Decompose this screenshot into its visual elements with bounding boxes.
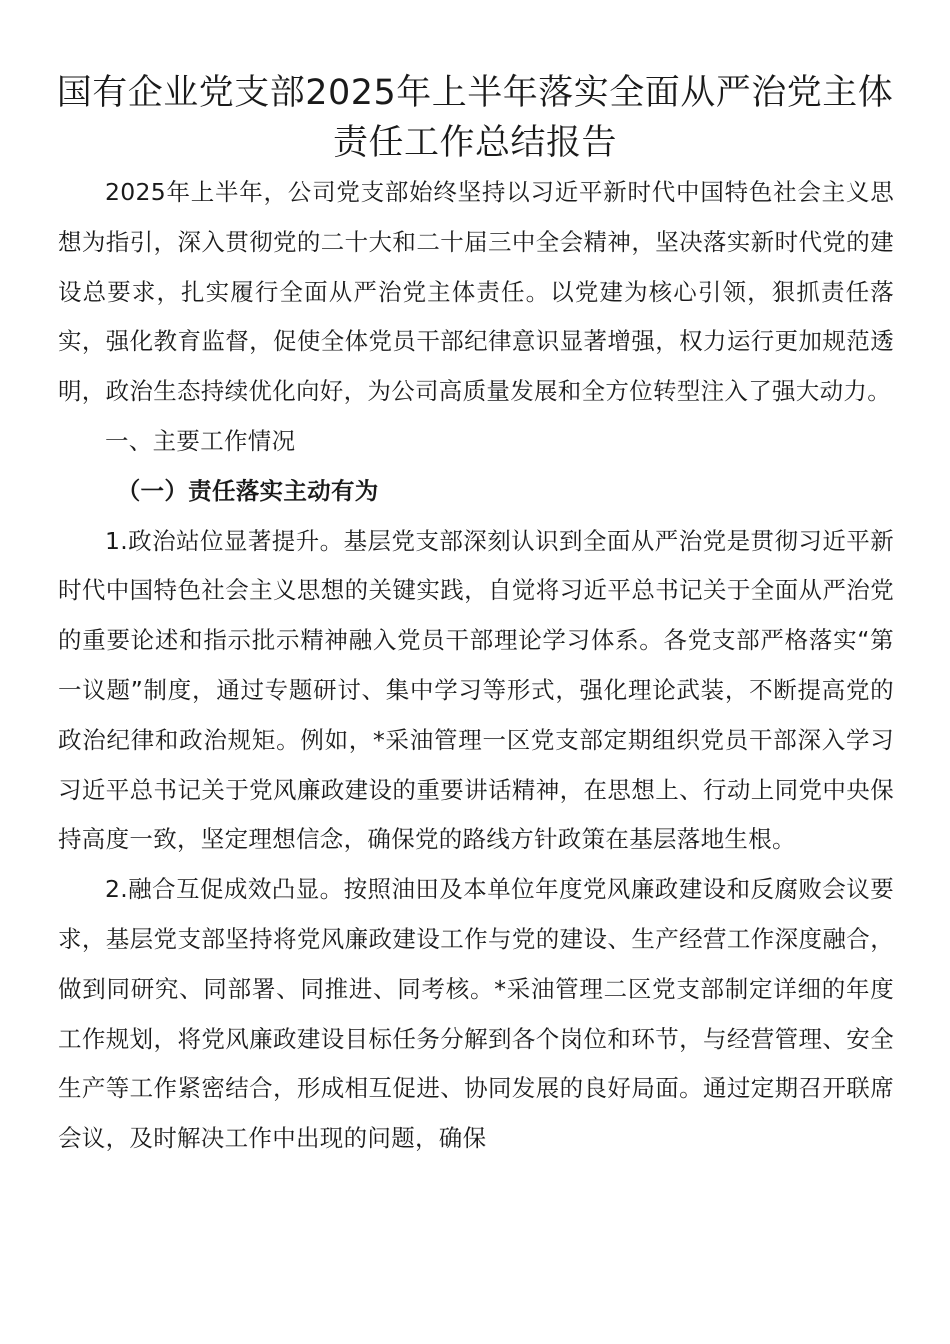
intro-paragraph: 2025年上半年，公司党支部始终坚持以习近平新时代中国特色社会主义思想为指引，深入贯彻党的二十大和二十届三中全会精神，坚决落实新时代党的建设总要求，扎实履行全面从严治党主体责任。以党建为核心引领，狠抓责任落实，强化教育监督，促使全体党员干部纪律意识显著增强，权力运行更加规范透明，政治生态持续优化向好，为公司高质量发展和全方位转型注入了强大动力。 [58, 178, 894, 406]
section-heading: 一、主要工作情况 [105, 426, 296, 455]
body-paragraph: 2.融合互促成效凸显。按照油田及本单位年度党风廉政建设和反腐败会议要求，基层党支部坚持将党风廉政建设工作与党的建设、生产经营工作深度融合，做到同研究、同部署、同推进、同考核。*采油管理二区党支部制定详细的年度工作规划，将党风廉政建设目标任务分解到各个岗位和环节，与经营管理、安全生产等工作紧密结合，形成相互促进、协同发展的良好局面。通过定期召开联席会议，及时解决工作中出现的问题，确保 [58, 875, 894, 1153]
subsection-heading: （一）责任落实主动有为 [116, 476, 379, 505]
document-body [58, 168, 894, 1164]
body-paragraph: 1.政治站位显著提升。基层党支部深刻认识到全面从严治党是贯彻习近平新时代中国特色社会主义思想的关键实践，自觉将习近平总书记关于全面从严治党的重要论述和指示批示精神融入党员干部理论学习体系。各党支部严格落实“第一议题”制度，通过专题研讨、集中学习等形式，强化理论武装，不断提高党的政治纪律和政治规矩。例如，*采油管理一区党支部定期组织党员干部深入学习习近平总书记关于党风廉政建设的重要讲话精神，在思想上、行动上同党中央保持高度一致，坚定理想信念，确保党的路线方针政策在基层落地生根。 [58, 526, 894, 854]
document-title: 国有企业党支部2025年上半年落实全面从严治党主体责任工作总结报告 [56, 73, 894, 163]
